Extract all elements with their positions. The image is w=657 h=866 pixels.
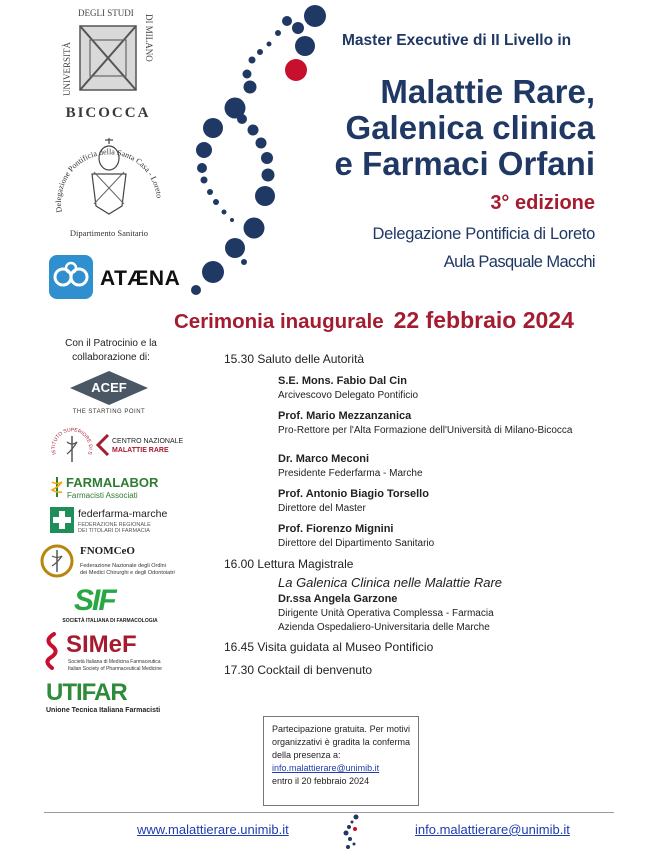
speaker-name: S.E. Mons. Fabio Dal Cin <box>278 375 407 387</box>
speaker-role: Presidente Federfarma - Marche <box>278 468 423 479</box>
location-line-1: Delegazione Pontificia di Loreto <box>372 225 595 243</box>
participation-deadline: entro il 20 febbraio 2024 <box>272 776 370 786</box>
fnomceo-logo <box>40 542 175 582</box>
program-item-1600: 16.00 Lettura Magistrale <box>224 557 354 571</box>
sif-sub: SOCIETÀ ITALIANA DI FARMACOLOGIA <box>62 618 158 624</box>
participation-email-link[interactable]: info.malattierare@unimib.it <box>272 763 380 773</box>
svg-text:DI MILANO: DI MILANO <box>144 14 154 62</box>
speaker-name: Dr. Marco Meconi <box>278 453 370 465</box>
speaker-name: Prof. Fiorenzo Mignini <box>278 523 394 535</box>
footer-dna-icon <box>340 814 362 850</box>
pontificia-arc-text: Delegazione Pontificia della Santa Casa - Loreto <box>53 147 164 214</box>
svg-text:Delegazione Pontificia della S <box>54 147 164 213</box>
svg-text:UNIVERSITÀ: UNIVERSITÀ <box>62 41 72 96</box>
federfarma-cross-icon <box>50 507 74 533</box>
sif-name: SIF <box>74 584 115 617</box>
edition-label: 3° edizione <box>490 192 595 214</box>
papal-crest-icon <box>50 128 168 224</box>
footer-email-link[interactable]: info.malattierare@unimib.it <box>415 822 570 837</box>
footer-divider <box>44 812 614 813</box>
speaker-role: Direttore del Dipartimento Sanitario <box>278 538 435 549</box>
fnomceo-emblem-icon <box>40 542 74 580</box>
speaker-role: Pro-Rettore per l'Alta Formazione dell'Università di Milano-Bicocca <box>278 425 573 436</box>
speaker-role: Arcivescovo Delegato Pontificio <box>278 390 419 401</box>
lecturer-role-2: Azienda Ospedaliero-Universitaria delle Marche <box>278 622 490 633</box>
participation-text: Partecipazione gratuita. Per motivi organizzativi è gradita la conferma della presenza a: <box>272 724 410 760</box>
sif-logo <box>60 586 160 626</box>
acef-name: ACEF <box>91 380 127 395</box>
cnmr-line-1: CENTRO NAZIONALE <box>112 438 184 445</box>
dna-accent-dot <box>285 59 307 81</box>
cnmr-logo <box>50 424 184 468</box>
delegazione-pontificia-logo <box>50 128 168 238</box>
caduceus-icon <box>50 476 64 498</box>
fnomceo-sub-2: dei Medici Chirurghi e degli Odontoiatri <box>80 570 175 576</box>
cnmr-chevron-icon <box>96 434 110 456</box>
ataena-logo <box>48 252 182 302</box>
program-item-1730: 17.30 Cocktail di benvenuto <box>224 663 373 677</box>
utifar-sub: Unione Tecnica Italiana Farmacisti <box>46 707 161 714</box>
speaker-role: Direttore del Master <box>278 503 366 514</box>
simef-name: SIMeF <box>66 631 137 658</box>
fnomceo-name: FNOMCeO <box>80 545 135 557</box>
simef-logo <box>40 632 170 676</box>
federfarma-logo <box>50 507 175 535</box>
svg-text:DEGLI STUDI: DEGLI STUDI <box>78 8 134 18</box>
acef-logo <box>64 370 154 418</box>
farmalabor-name: FARMALABOR <box>66 475 159 490</box>
farmalabor-logo <box>50 474 170 502</box>
location-line-2: Aula Pasquale Macchi <box>443 253 595 271</box>
unimib-emblem-icon <box>58 4 158 102</box>
farmalabor-sub: Farmacisti Associati <box>67 491 138 500</box>
federfarma-sub-2: DEI TITOLARI DI FARMACIA <box>78 528 150 534</box>
simef-sub-2: Italian Society of Pharmaceutical Medicine <box>68 666 162 672</box>
speaker-name: Prof. Mario Mezzanzanica <box>278 410 412 422</box>
lecturer-role-1: Dirigente Unità Operativa Complessa - Farmacia <box>278 608 494 619</box>
lecturer-name: Dr.ssa Angela Garzone <box>278 593 398 605</box>
unimib-logo <box>58 4 158 122</box>
federfarma-name: federfarma-marche <box>78 508 168 520</box>
dna-helix-decoration <box>186 0 336 300</box>
ceremony-date: 22 febbraio 2024 <box>393 307 574 333</box>
iss-seal-icon <box>50 424 94 468</box>
federfarma-sub-1: FEDERAZIONE REGIONALE <box>78 522 151 528</box>
lecture-title: La Galenica Clinica nelle Malattie Rare <box>278 575 503 590</box>
fnomceo-sub-1: Federazione Nazionale degli Ordini <box>80 563 166 569</box>
utifar-name: UTIFAR <box>46 679 127 706</box>
ataena-emblem-icon <box>48 254 94 300</box>
simef-sub-1: Società Italiana di Medicina Farmaceutica <box>68 659 161 665</box>
program-item-1645: 16.45 Visita guidata al Museo Pontificio <box>224 640 434 654</box>
cnmr-line-2: MALATTIE RARE <box>112 447 169 454</box>
simef-serpent-icon <box>40 632 64 670</box>
title-line-2: Galenica clinica <box>345 109 595 146</box>
pontificia-caption: Dipartimento Sanitario <box>69 228 149 238</box>
unimib-wordmark: BICOCCA <box>65 105 151 121</box>
program-item-1530: 15.30 Saluto delle Autorità <box>224 352 365 366</box>
ceremony-heading <box>174 307 574 334</box>
utifar-logo <box>44 679 172 718</box>
participation-box <box>263 716 419 806</box>
master-subtitle: Master Executive di II Livello in <box>342 32 572 49</box>
patrocinio-label: Con il Patrocinio e la collaborazione di: <box>65 338 157 363</box>
speaker-name: Prof. Antonio Biagio Torsello <box>278 488 429 500</box>
footer-website-link[interactable]: www.malattierare.unimib.it <box>137 822 289 837</box>
title-line-3: e Farmaci Orfani <box>334 145 595 182</box>
ceremony-label: Cerimonia inaugurale <box>174 310 384 333</box>
ataena-wordmark: ATÆNA <box>100 267 181 290</box>
iss-arc-text: ISTITUTO SUPERIORE DI S <box>50 427 94 456</box>
title-line-1: Malattie Rare, <box>380 73 595 110</box>
acef-tagline: THE STARTING POINT <box>72 409 146 415</box>
